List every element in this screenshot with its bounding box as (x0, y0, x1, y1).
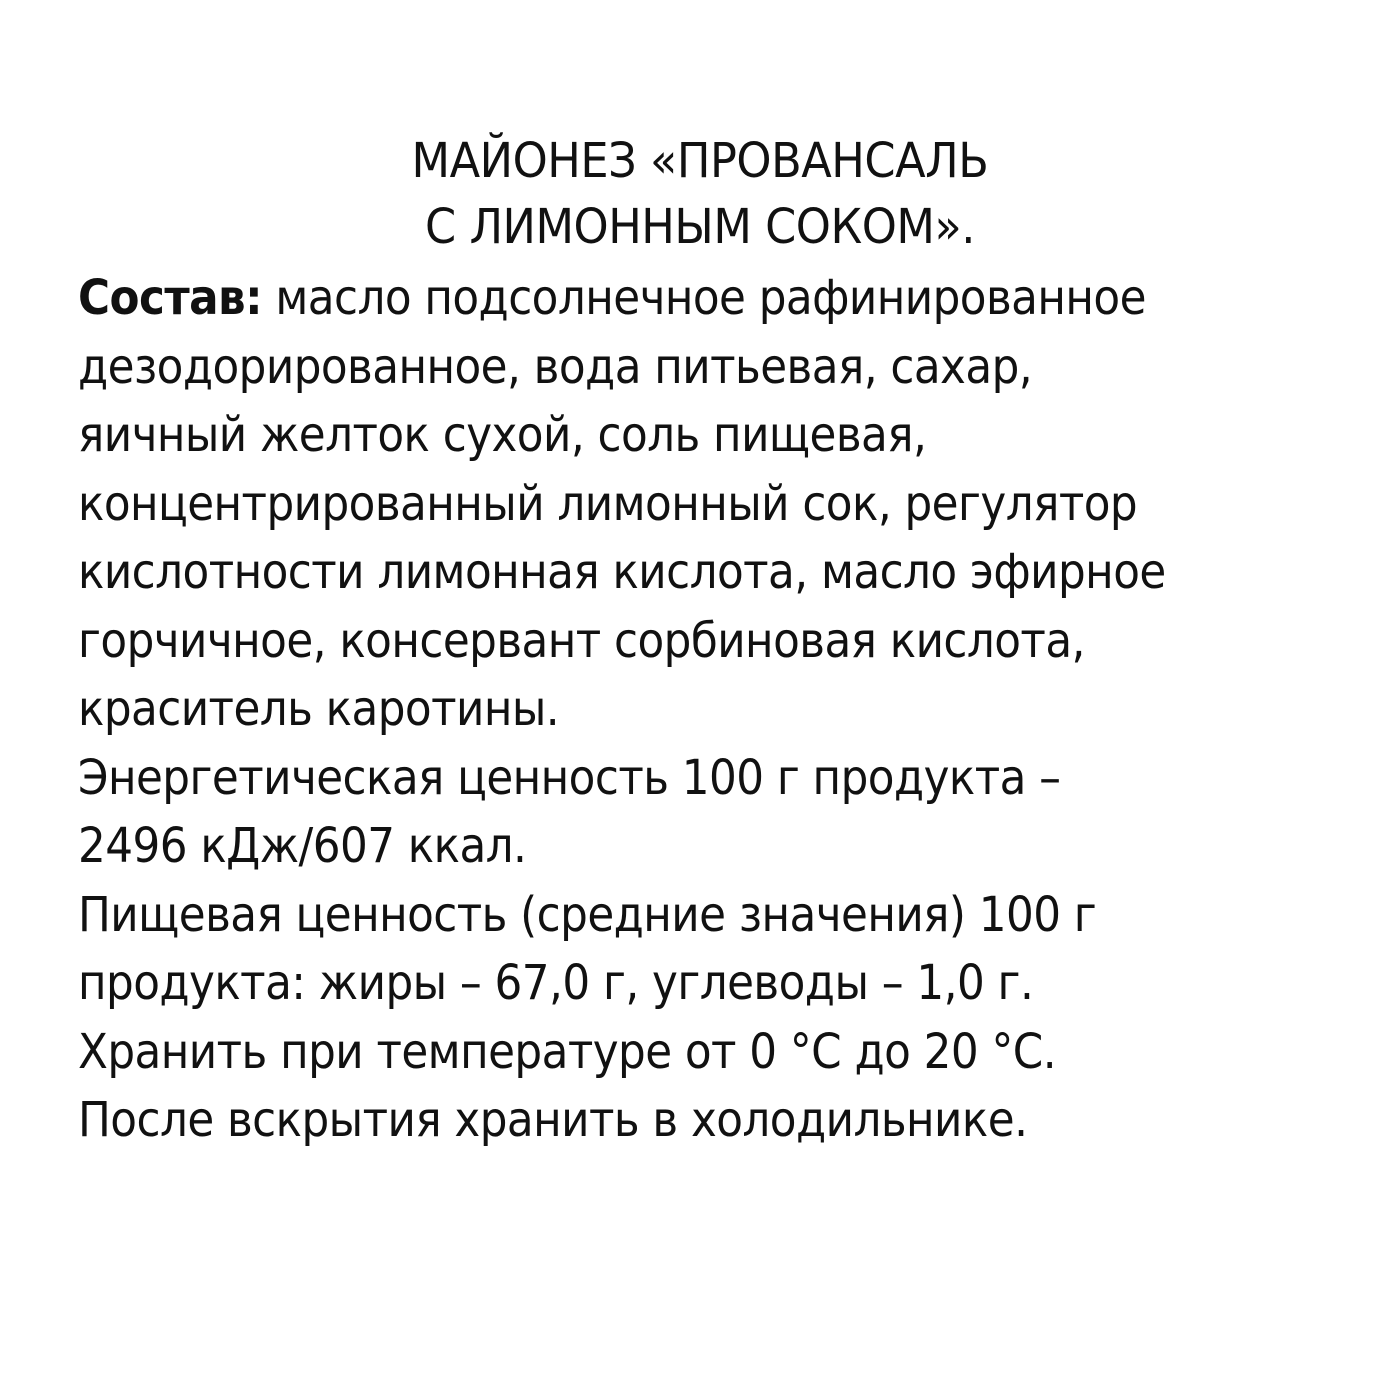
product-description (78, 264, 1261, 1155)
nutrition-line-1: Пищевая ценность (средние значения) 100 г (78, 886, 1097, 943)
energy-value-line-1: Энергетическая ценность 100 г продукта – (78, 749, 1061, 806)
storage-line-2: После вскрытия хранить в холодильнике. (78, 1092, 1028, 1148)
description-line-4: кислотности лимонная кислота, масло эфирное (78, 544, 1166, 600)
description-line-5: горчичное, консервант сорбиновая кислота, (78, 612, 1085, 669)
description-line-2: яичный желток сухой, соль пищевая, (78, 407, 927, 463)
product-title-line-2: С ЛИМОННЫМ СОКОМ». (425, 199, 975, 255)
description-line-1: дезодорированное, вода питьевая, сахар, (78, 338, 1033, 395)
composition-line (78, 264, 1261, 333)
composition-text: масло подсолнечное рафинированное (262, 270, 1146, 326)
product-title-line-1: МАЙОНЕЗ «ПРОВАНСАЛЬ (411, 133, 989, 189)
nutrition-line-2: продукта: жиры – 67,0 г, углеводы – 1,0 г. (78, 955, 1034, 1011)
description-line-6: краситель каротины. (78, 681, 560, 737)
description-line-3: концентрированный лимонный сок, регулятор (78, 475, 1138, 532)
composition-label: Состав: (78, 270, 263, 326)
product-title (49, 128, 1351, 260)
energy-value-line-2: 2496 кДж/607 ккал. (78, 818, 527, 874)
storage-line-1: Хранить при температуре от 0 °С до 20 °С. (78, 1023, 1057, 1080)
